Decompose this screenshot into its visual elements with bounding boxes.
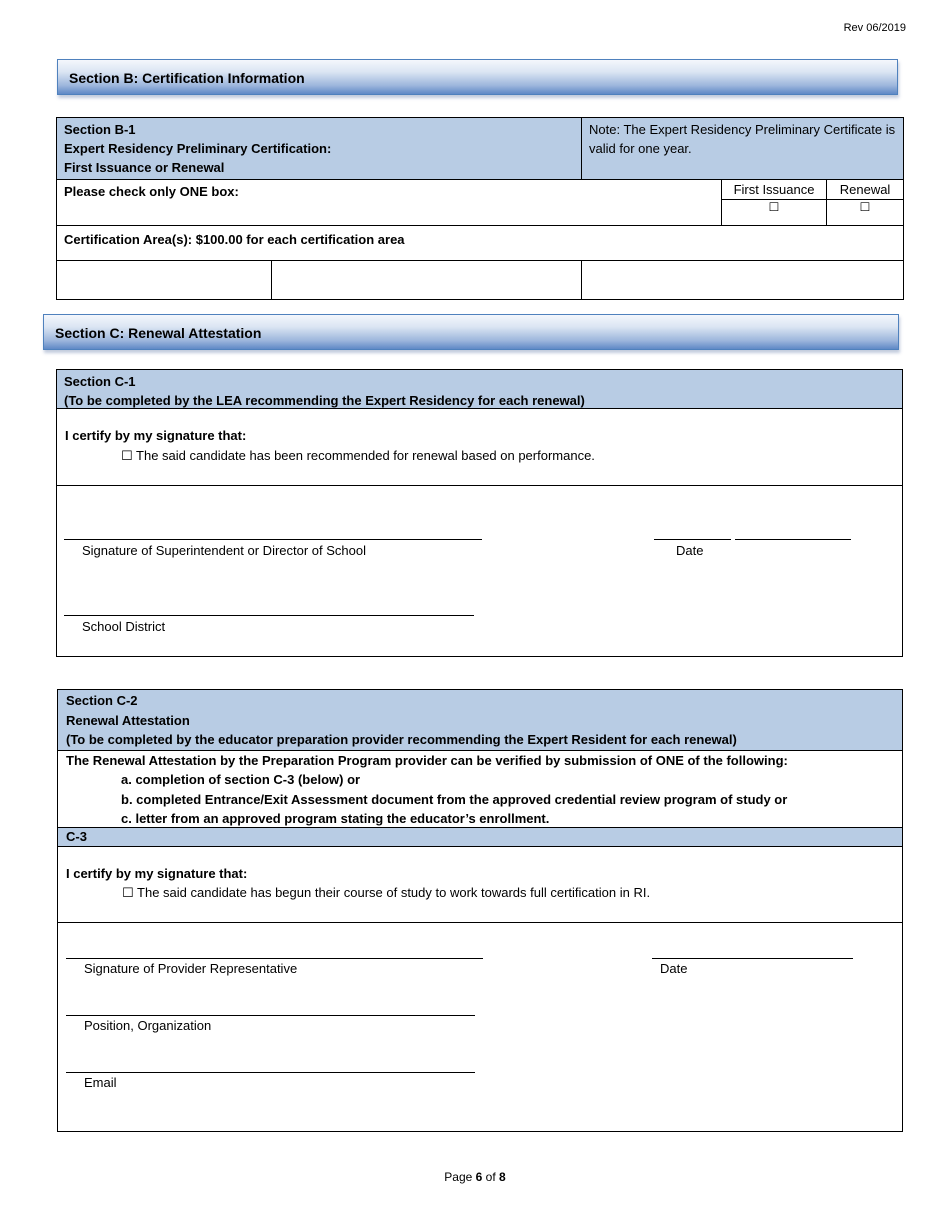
section-c1-label: Section C-1 (64, 374, 136, 389)
section-b1-heading (57, 118, 582, 180)
revision-date: Rev 06/2019 (843, 22, 906, 34)
school-district-line[interactable] (64, 615, 474, 616)
c3-certify-text: I certify by my signature that: (66, 866, 248, 881)
section-b-header (57, 59, 898, 95)
section-b1-title: Expert Residency Preliminary Certification: (64, 141, 332, 156)
position-organization-label: Position, Organization (84, 1018, 212, 1033)
section-c1-certification (57, 409, 902, 486)
section-c3-label: C-3 (66, 829, 87, 844)
certification-area-field-1[interactable] (57, 261, 272, 300)
validity-note: Note: The Expert Residency Preliminary Certificate is valid for one year. (582, 118, 904, 180)
check-instruction: Please check only ONE box: (57, 180, 722, 226)
total-pages: 8 (499, 1170, 506, 1184)
c2-instruction-text: The Renewal Attestation by the Preparation Program provider can be verified by submission of ONE of the following: (66, 753, 788, 768)
section-c3-heading (58, 828, 902, 847)
section-c1-box (56, 369, 903, 657)
renewal-header: Renewal (827, 180, 904, 200)
section-c3-certification (58, 847, 902, 923)
section-c2-heading (58, 690, 902, 751)
school-district-label: School District (82, 619, 166, 634)
c2-option-item: c. letter from an approved program stating the educator’s enrollment. (121, 810, 550, 826)
c2-option-item: b. completed Entrance/Exit Assessment document from the approved credential review program of study or (121, 791, 788, 807)
section-c2-label: Section C-2 (66, 693, 138, 708)
c3-date-line[interactable] (652, 958, 853, 959)
current-page: 6 (475, 1170, 483, 1184)
renewal-checkbox[interactable]: ☐ (827, 200, 904, 226)
c1-date-line-2[interactable] (735, 539, 851, 540)
section-c2-description: (To be completed by the educator preparation provider recommending the Expert Resident for each renewal) (66, 732, 737, 747)
certification-area-field-3[interactable] (582, 261, 904, 300)
section-c2-subtitle: Renewal Attestation (66, 712, 190, 728)
provider-signature-label: Signature of Provider Representative (84, 961, 298, 976)
section-b1-label: Section B-1 (64, 122, 136, 137)
section-c2-box (57, 689, 903, 1132)
certification-area-label: Certification Area(s): $100.00 for each certification area (57, 226, 904, 261)
superintendent-signature-label: Signature of Superintendent or Director of School (82, 543, 367, 558)
c1-date-line-1[interactable] (654, 539, 731, 540)
section-b-title: Section B: Certification Information (69, 70, 305, 86)
first-issuance-header: First Issuance (722, 180, 827, 200)
email-label: Email (84, 1075, 117, 1090)
section-c-title: Section C: Renewal Attestation (55, 325, 262, 341)
position-organization-line[interactable] (66, 1015, 475, 1016)
c1-recommendation-checkbox[interactable]: ☐ The said candidate has been recommended for renewal based on performance. (121, 448, 595, 463)
certification-area-field-2[interactable] (272, 261, 582, 300)
c1-date-label: Date (676, 543, 704, 558)
c3-study-checkbox[interactable]: ☐ The said candidate has begun their course of study to work towards full certification in RI. (122, 885, 651, 900)
email-line[interactable] (66, 1072, 475, 1073)
first-issuance-checkbox[interactable]: ☐ (722, 200, 827, 226)
section-c2-instructions (58, 751, 902, 828)
provider-signature-line[interactable] (66, 958, 483, 959)
superintendent-signature-line[interactable] (64, 539, 482, 540)
c2-option-item: a. completion of section C-3 (below) or (121, 772, 361, 788)
c3-date-label: Date (660, 961, 688, 976)
c1-certify-text: I certify by my signature that: (65, 428, 247, 443)
section-c1-subtitle: (To be completed by the LEA recommending the Expert Residency for each renewal) (64, 393, 585, 408)
section-b1-table (56, 117, 904, 300)
page-number: Page 6 of 8 (444, 1170, 506, 1184)
section-b1-subtitle: First Issuance or Renewal (64, 160, 225, 175)
section-c1-heading (57, 370, 902, 409)
section-c-header (43, 314, 899, 350)
